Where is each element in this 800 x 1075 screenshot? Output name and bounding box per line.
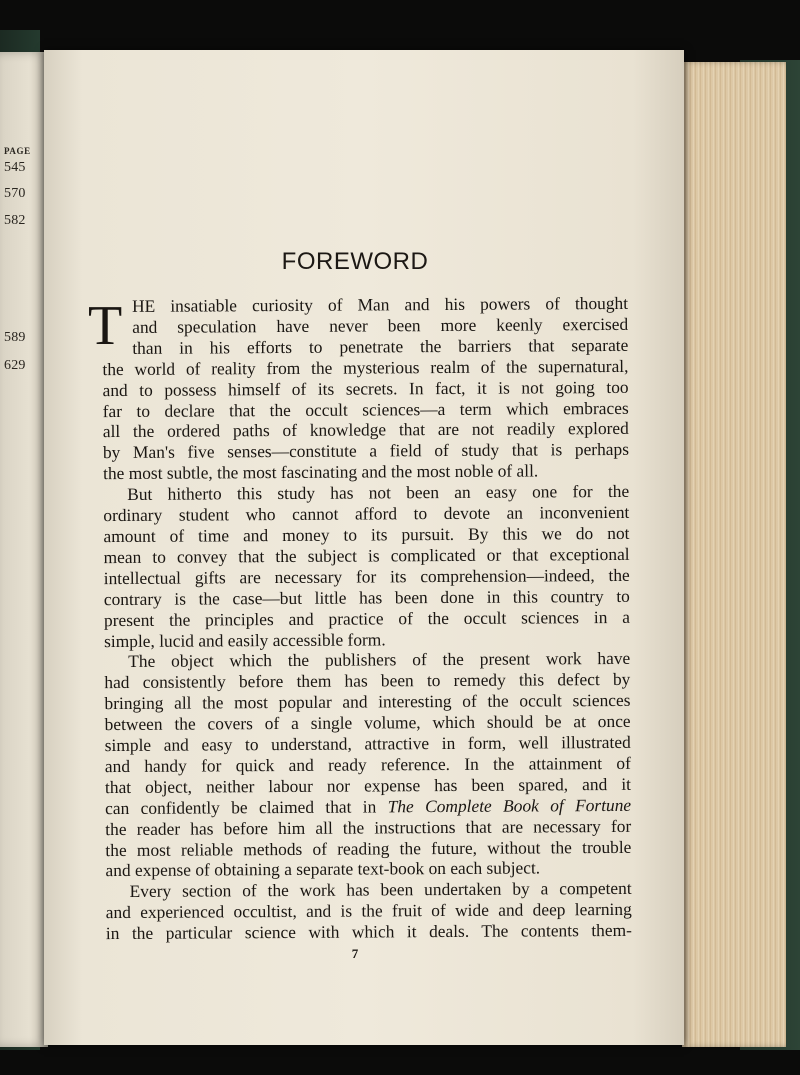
text-line: that object, neither labour nor expense has been spared, and it: [104, 773, 632, 797]
contents-page-number: 589: [4, 330, 26, 345]
text-line: simple, lucid and easily accessible form.: [104, 628, 386, 651]
contents-page-number: 545: [4, 160, 26, 175]
text-line: had consistently before them has been to remedy this defect by: [104, 669, 631, 693]
text-line: ordinary student who cannot afford to devote an inconvenient: [103, 501, 630, 526]
contents-page-number: 629: [4, 358, 26, 373]
page-block-edge: [682, 62, 786, 1047]
text-line: between the covers of a single volume, which should be at once: [104, 711, 631, 735]
text-line: bringing all the most popular and interesting of the occult sciences: [104, 690, 631, 714]
text-line: intellectual gifts are necessary for its comprehension—indeed, the: [103, 564, 630, 588]
text-line: the world of reality from the mysterious realm of the supernatural,: [102, 355, 629, 379]
text-line: mean to convey that the subject is complicated or that exceptional: [103, 543, 630, 567]
page-number: 7: [351, 946, 359, 961]
text-line: the most reliable methods of reading the future, without the trouble: [105, 836, 632, 860]
facing-page-left: [0, 52, 48, 1047]
text-line: contrary is the case—but little has been done in this country to: [103, 585, 630, 609]
book-title-italic: The Complete Book of Fortune: [387, 794, 632, 817]
text-line: than in his efforts to penetrate the barriers that separate: [132, 334, 629, 358]
text-line: by Man's five senses—constitute a field of study that is perhaps: [102, 439, 630, 463]
drop-cap: T: [88, 295, 123, 357]
text-line: and experienced occultist, and is the fruit of wide and deep learning: [105, 899, 632, 923]
text-line: far to declare that the occult sciences—a term which embraces: [102, 397, 629, 421]
contents-page-number: 570: [4, 186, 26, 201]
contents-page-header: PAGE: [4, 146, 31, 156]
text-line: and speculation have never been more keenly exercised: [132, 313, 629, 337]
text-line: Every section of the work has been undertaken by a competent: [129, 878, 632, 902]
contents-page-number: 582: [4, 213, 26, 228]
text-line: and to possess himself of its secrets. In fact, it is not going too: [102, 376, 629, 400]
text-line: all the ordered paths of knowledge that are not readily explored: [102, 418, 629, 442]
text-segment: can confidently be claimed that in: [105, 796, 377, 818]
text-line: in the particular science with which it deals. The contents them-: [105, 920, 632, 944]
page-title: FOREWORD: [281, 248, 429, 275]
text-line: simple and easy to understand, attractive in form, well illustrated: [104, 731, 631, 756]
text-line: and expense of obtaining a separate text-book on each subject.: [105, 857, 541, 881]
text-line: HE insatiable curiosity of Man and his powers of thought: [131, 292, 629, 316]
text-line: But hitherto this study has not been an easy one for the: [127, 481, 630, 505]
text-line: and handy for quick and ready reference. In the attainment of: [104, 752, 631, 777]
text-line-with-title: [105, 795, 631, 819]
body-text: [102, 292, 632, 944]
text-line: amount of time and money to its pursuit. By this we do not: [103, 522, 630, 547]
text-line: present the principles and practice of the occult sciences in a: [103, 606, 631, 630]
text-line: the most subtle, the most fascinating and the most noble of all.: [103, 460, 539, 484]
text-line: The object which the publishers of the present work have: [128, 648, 631, 672]
text-line: the reader has before him all the instructions that are necessary for: [105, 815, 632, 839]
